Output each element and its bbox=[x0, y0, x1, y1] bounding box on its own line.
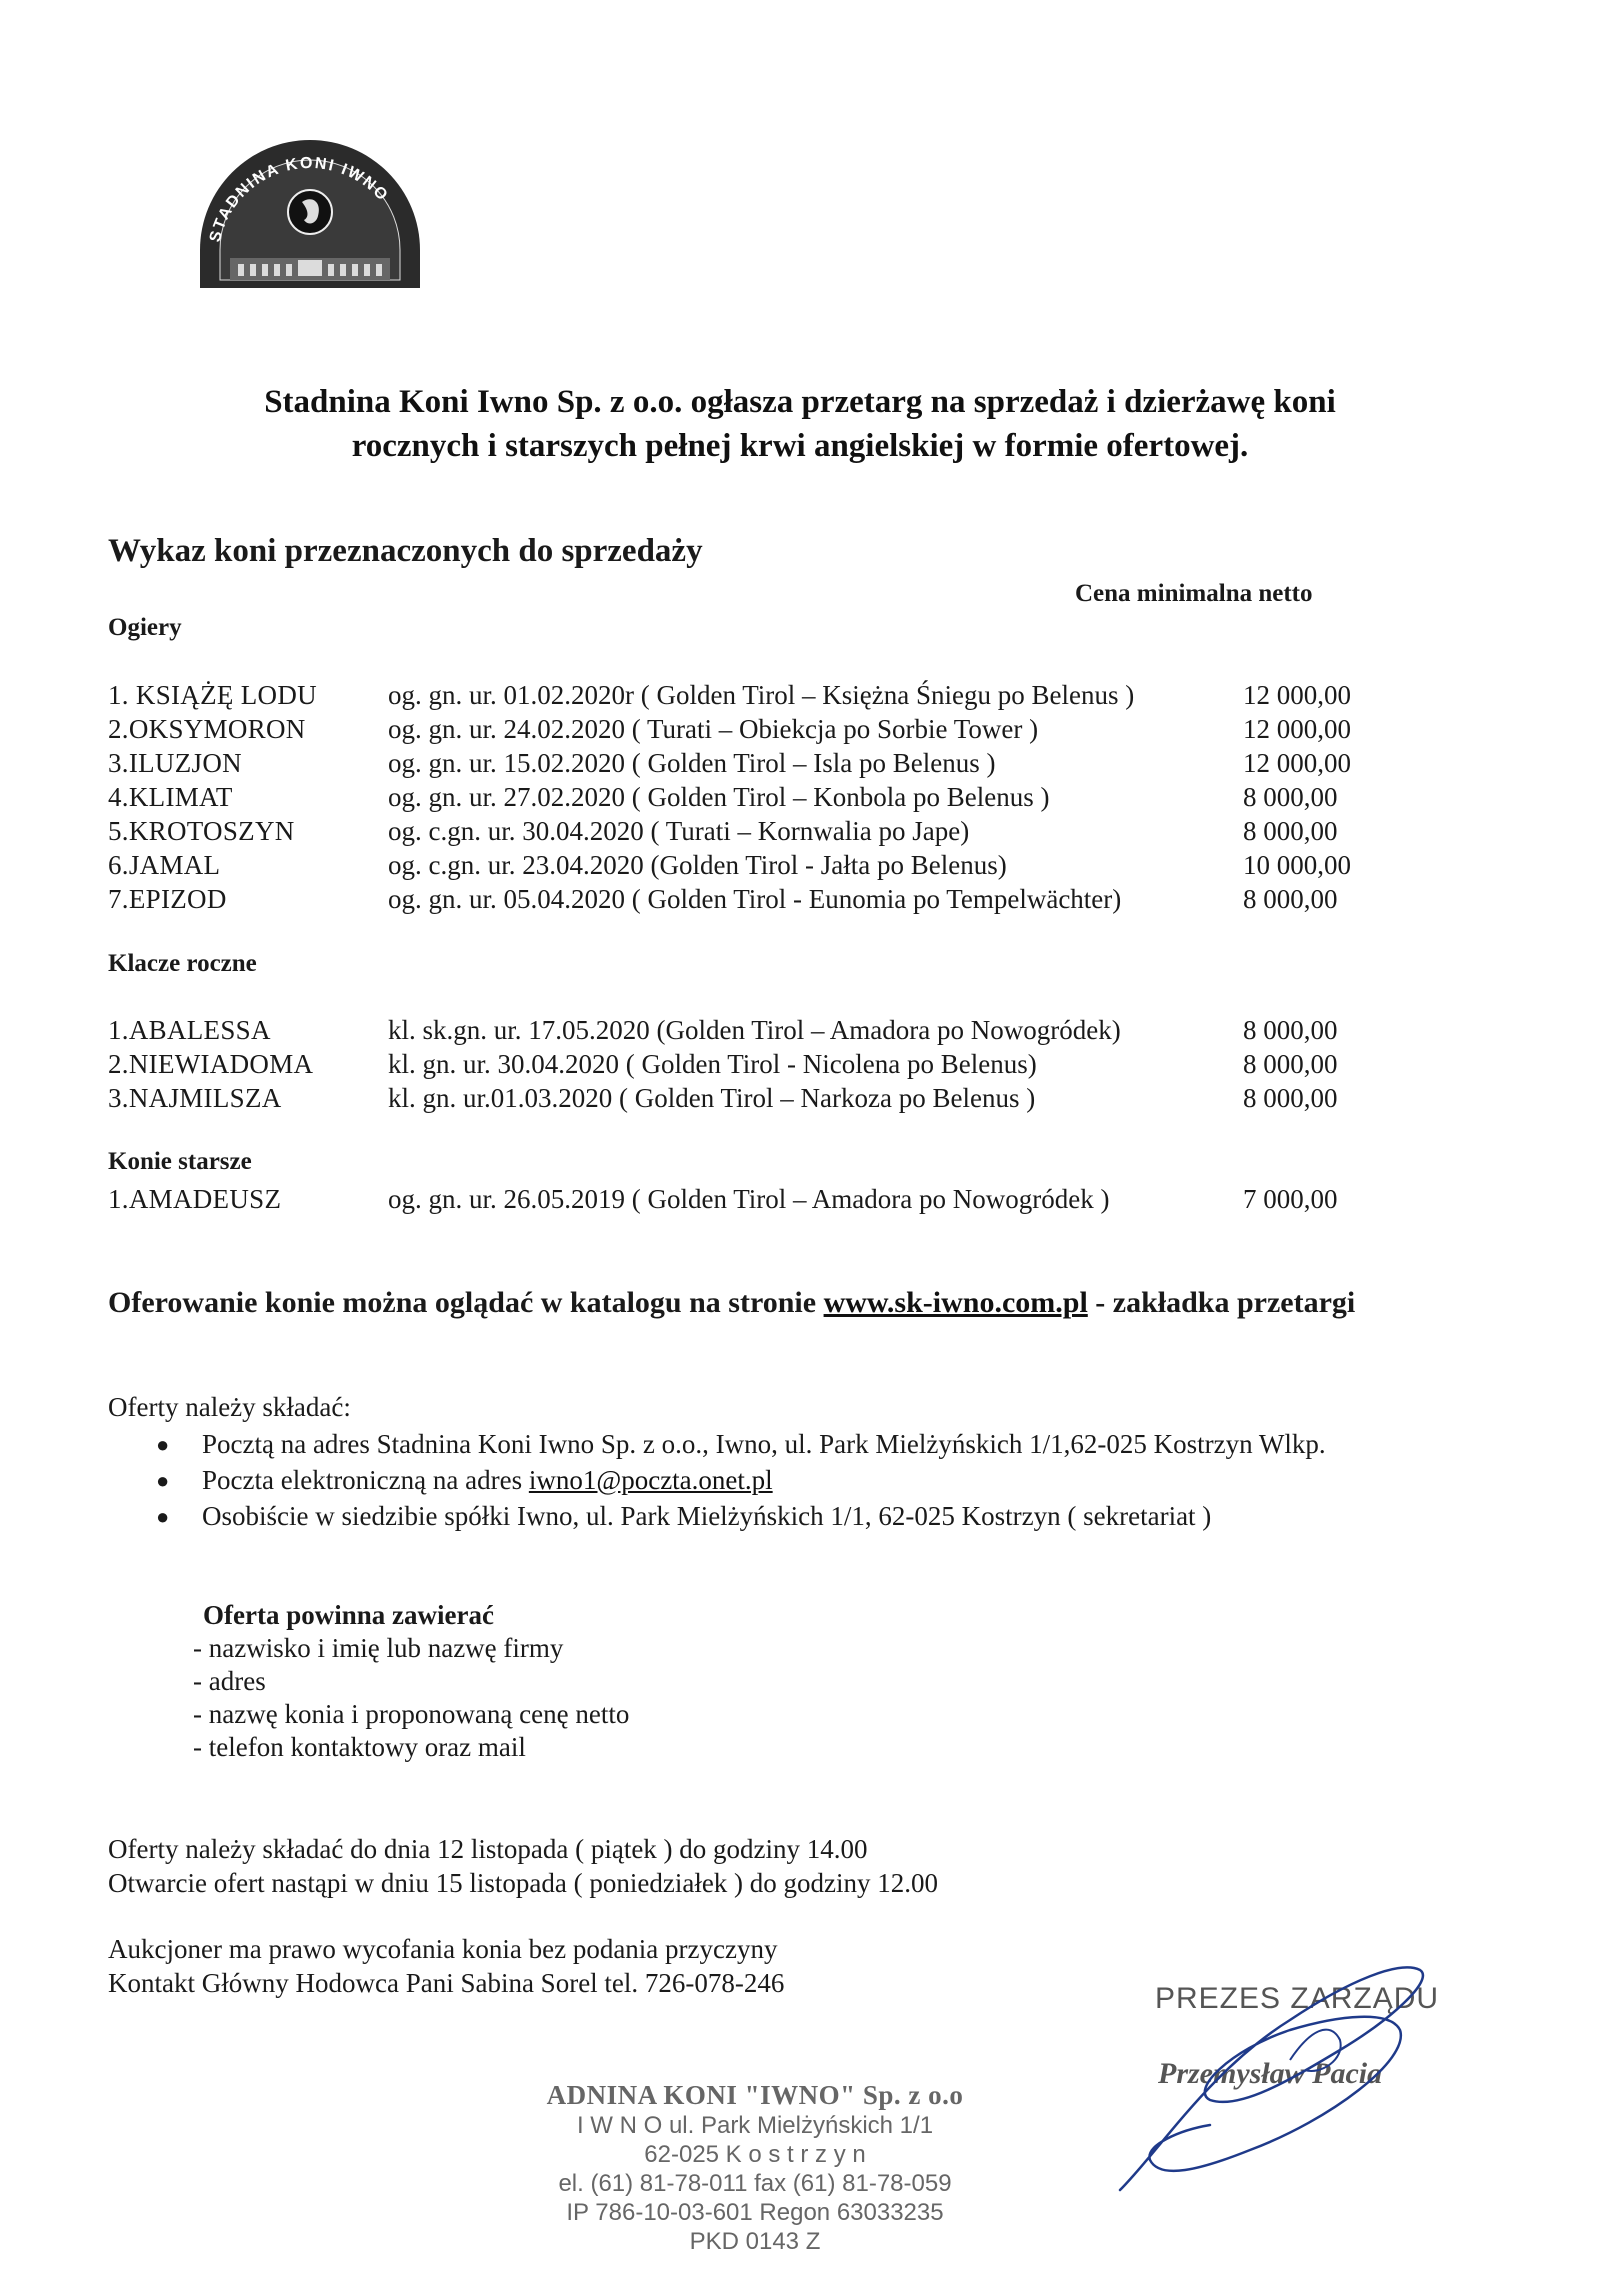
list-item: - nazwisko i imię lub nazwę firmy bbox=[193, 1633, 564, 1663]
stallions-table bbox=[108, 678, 1351, 916]
offers-intro: Oferty należy składać: bbox=[108, 1392, 351, 1422]
list-item bbox=[150, 1464, 1450, 1497]
catalog-tab-text: - zakładka przetargi bbox=[1087, 1286, 1356, 1319]
horse-price: 12 000,00 bbox=[1243, 680, 1351, 710]
offer-contents-title: Oferta powinna zawierać bbox=[203, 1600, 494, 1630]
submission-methods-list bbox=[150, 1428, 1450, 1536]
horse-name: 4.KLIMAT bbox=[108, 782, 233, 812]
stallions-section-title: Ogiery bbox=[108, 614, 182, 641]
email-link[interactable]: iwno1@poczta.onet.pl bbox=[528, 1465, 773, 1495]
contact-info bbox=[108, 1932, 784, 2000]
horse-name: 3.NAJMILSZA bbox=[108, 1083, 282, 1113]
list-item bbox=[150, 1428, 1450, 1461]
breeder-contact: Kontakt Główny Hodowca Pani Sabina Sorel tel. 726-078-246 bbox=[108, 1968, 785, 1998]
handwritten-signature bbox=[1090, 1900, 1490, 2220]
catalog-text: Oferowanie konie można oglądać w katalogu na stronie bbox=[108, 1286, 824, 1319]
horse-name: 1.AMADEUSZ bbox=[108, 1184, 282, 1214]
list-item: - adres bbox=[193, 1666, 266, 1696]
horse-description: og. c.gn. ur. 30.04.2020 ( Turati – Kornwalia po Jape) bbox=[388, 816, 970, 846]
price-column-header: Cena minimalna netto bbox=[1075, 580, 1313, 607]
horse-description: og. gn. ur. 01.02.2020r ( Golden Tirol – Księżna Śniegu po Belenus ) bbox=[388, 680, 1135, 710]
company-stamp bbox=[540, 2080, 970, 2256]
table-row bbox=[108, 1180, 1338, 1218]
bullet-icon: ● bbox=[156, 1468, 170, 1493]
horse-description: og. gn. ur. 24.02.2020 ( Turati – Obiekcja po Sorbie Tower ) bbox=[388, 714, 1039, 744]
horse-price: 8 000,00 bbox=[1243, 816, 1338, 846]
table-row bbox=[108, 1013, 1338, 1047]
horse-price: 8 000,00 bbox=[1243, 884, 1338, 914]
method-text: Pocztą na adres Stadnina Koni Iwno Sp. z o.o., Iwno, ul. Park Mielżyńskich 1/1,62-025 Kostrzyn Wlkp. bbox=[202, 1429, 1326, 1459]
horse-price: 8 000,00 bbox=[1243, 782, 1338, 812]
horse-name: 5.KROTOSZYN bbox=[108, 816, 295, 846]
fillies-table bbox=[108, 1013, 1338, 1115]
horse-name: 1.ABALESSA bbox=[108, 1015, 271, 1045]
announcement-headline bbox=[130, 380, 1470, 468]
horse-description: og. gn. ur. 05.04.2020 ( Golden Tirol - Eunomia po Tempelwächter) bbox=[388, 884, 1122, 914]
list-item: - nazwę konia i proponowaną cenę netto bbox=[193, 1699, 630, 1729]
horse-name: 1. KSIĄŻĘ LODU bbox=[108, 680, 317, 710]
stamp-city: 62-025 K o s t r z y n bbox=[644, 2141, 866, 2168]
auctioneer-note: Aukcjoner ma prawo wycofania konia bez podania przyczyny bbox=[108, 1934, 778, 1964]
logo-text: STADNINA KONI IWNO bbox=[206, 154, 392, 244]
stamp-address: I W N O ul. Park Mielżyńskich 1/1 bbox=[576, 2112, 934, 2139]
signature-title: PREZES ZARZĄDU bbox=[1155, 1982, 1440, 2015]
horse-price: 8 000,00 bbox=[1243, 1049, 1338, 1079]
stamp-tax-id: IP 786-10-03-601 Regon 63033235 bbox=[566, 2199, 944, 2226]
horse-description: og. gn. ur. 27.02.2020 ( Golden Tirol – Konbola po Belenus ) bbox=[388, 782, 1050, 812]
table-row bbox=[108, 814, 1351, 848]
offer-contents-list bbox=[193, 1632, 629, 1764]
table-row bbox=[108, 1081, 1338, 1115]
stamp-phone: el. (61) 81-78-011 fax (61) 81-78-059 bbox=[558, 2170, 952, 2197]
table-row bbox=[108, 780, 1351, 814]
list-item: - telefon kontaktowy oraz mail bbox=[193, 1732, 526, 1762]
table-row bbox=[108, 746, 1351, 780]
headline-line-1: Stadnina Koni Iwno Sp. z o.o. ogłasza przetarg na sprzedaż i dzierżawę koni bbox=[264, 384, 1336, 420]
horse-description: kl. gn. ur.01.03.2020 ( Golden Tirol – Narkoza po Belenus ) bbox=[388, 1083, 1036, 1113]
catalog-note bbox=[108, 1283, 1408, 1323]
deadline-opening: Otwarcie ofert nastąpi w dniu 15 listopada ( poniedziałek ) do godziny 12.00 bbox=[108, 1868, 939, 1898]
stamp-company-name: ADNINA KONI "IWNO" Sp. z o.o bbox=[546, 2080, 964, 2110]
table-row bbox=[108, 712, 1351, 746]
horse-price: 12 000,00 bbox=[1243, 748, 1351, 778]
horse-name: 3.ILUZJON bbox=[108, 748, 242, 778]
horse-description: kl. sk.gn. ur. 17.05.2020 (Golden Tirol – Amadora po Nowogródek) bbox=[388, 1015, 1121, 1045]
table-row bbox=[108, 882, 1351, 916]
horse-description: og. gn. ur. 26.05.2019 ( Golden Tirol – Amadora po Nowogródek ) bbox=[388, 1184, 1110, 1214]
horse-price: 10 000,00 bbox=[1243, 850, 1351, 880]
sale-list-title: Wykaz koni przeznaczonych do sprzedaży bbox=[108, 533, 703, 569]
signer-name: Przemysław Pacia bbox=[1158, 2057, 1383, 2090]
method-text: Poczta elektroniczną na adres bbox=[202, 1465, 529, 1495]
stamp-pkd: PKD 0143 Z bbox=[689, 2228, 821, 2255]
horse-name: 2.OKSYMORON bbox=[108, 714, 306, 744]
deadline-submission: Oferty należy składać do dnia 12 listopada ( piątek ) do godziny 14.00 bbox=[108, 1834, 868, 1864]
bullet-icon: ● bbox=[156, 1504, 170, 1529]
stud-farm-logo bbox=[190, 140, 430, 290]
horse-name: 6.JAMAL bbox=[108, 850, 221, 880]
horse-description: kl. gn. ur. 30.04.2020 ( Golden Tirol - Nicolena po Belenus) bbox=[388, 1049, 1037, 1079]
deadlines bbox=[108, 1832, 938, 1900]
fillies-section-title: Klacze roczne bbox=[108, 950, 257, 977]
catalog-website-link[interactable]: www.sk-iwno.com.pl bbox=[823, 1286, 1088, 1319]
older-horses-section-title: Konie starsze bbox=[108, 1148, 252, 1175]
older-horses-table bbox=[108, 1180, 1338, 1218]
horse-price: 7 000,00 bbox=[1243, 1184, 1338, 1214]
list-item bbox=[150, 1500, 1450, 1533]
horse-name: 7.EPIZOD bbox=[108, 884, 227, 914]
table-row bbox=[108, 678, 1351, 712]
horse-name: 2.NIEWIADOMA bbox=[108, 1049, 314, 1079]
table-row bbox=[108, 1047, 1338, 1081]
horse-price: 12 000,00 bbox=[1243, 714, 1351, 744]
horse-description: og. c.gn. ur. 23.04.2020 (Golden Tirol - Jałta po Belenus) bbox=[388, 850, 1007, 880]
horse-price: 8 000,00 bbox=[1243, 1015, 1338, 1045]
horse-price: 8 000,00 bbox=[1243, 1083, 1338, 1113]
horse-description: og. gn. ur. 15.02.2020 ( Golden Tirol – Isla po Belenus ) bbox=[388, 748, 996, 778]
bullet-icon: ● bbox=[156, 1432, 170, 1457]
table-row bbox=[108, 848, 1351, 882]
method-text: Osobiście w siedzibie spółki Iwno, ul. Park Mielżyńskich 1/1, 62-025 Kostrzyn ( sekretariat ) bbox=[202, 1501, 1212, 1531]
headline-line-2: rocznych i starszych pełnej krwi angielskiej w formie ofertowej. bbox=[351, 428, 1249, 464]
